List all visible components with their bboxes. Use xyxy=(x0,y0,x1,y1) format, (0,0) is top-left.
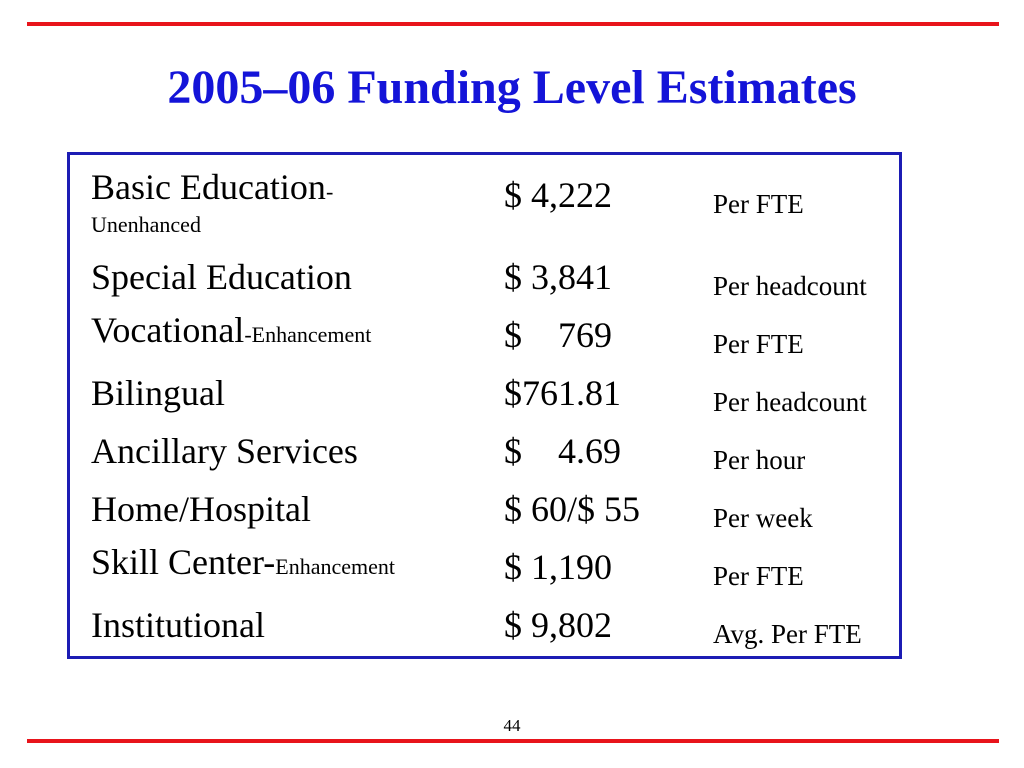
row-label: Skill Center-Enhancement xyxy=(91,542,395,582)
table-row xyxy=(70,471,899,533)
top-rule xyxy=(27,22,999,26)
row-label: Bilingual xyxy=(91,373,225,413)
page-number: 44 xyxy=(503,716,521,735)
slide-title: 2005–06 Funding Level Estimates xyxy=(167,61,857,114)
row-amount: $ 4,222 xyxy=(504,175,612,215)
row-unit: Per FTE xyxy=(713,329,804,359)
row-amount: $ 769 xyxy=(504,315,612,355)
row-unit: Per headcount xyxy=(713,387,867,417)
row-label: Institutional xyxy=(91,605,265,645)
row-label: Basic Education- Unenhanced xyxy=(91,167,334,237)
table-row xyxy=(70,587,899,649)
row-amount: $ 4.69 xyxy=(504,431,621,471)
table-row xyxy=(70,157,899,237)
row-amount: $ 60/$ 55 xyxy=(504,489,641,529)
row-unit: Per week xyxy=(713,503,813,533)
bottom-rule xyxy=(27,739,999,743)
row-unit: Per hour xyxy=(713,445,806,475)
row-amount: $ 9,802 xyxy=(504,605,612,645)
row-label: Vocational-Enhancement xyxy=(91,310,372,350)
table-row xyxy=(70,529,899,591)
row-unit: Per headcount xyxy=(713,271,867,301)
row-unit: Per FTE xyxy=(713,189,804,219)
row-label: Ancillary Services xyxy=(91,431,358,471)
row-label: Home/Hospital xyxy=(91,489,311,529)
table-row xyxy=(70,239,899,301)
row-unit: Avg. Per FTE xyxy=(713,619,862,649)
row-amount: $ 1,190 xyxy=(504,547,612,587)
row-label: Special Education xyxy=(91,257,352,297)
row-unit: Per FTE xyxy=(713,561,804,591)
table-row xyxy=(70,413,899,475)
row-amount: $761.81 xyxy=(504,373,621,413)
table-row xyxy=(70,355,899,417)
row-amount: $ 3,841 xyxy=(504,257,612,297)
funding-table xyxy=(67,152,902,659)
table-row xyxy=(70,297,899,359)
